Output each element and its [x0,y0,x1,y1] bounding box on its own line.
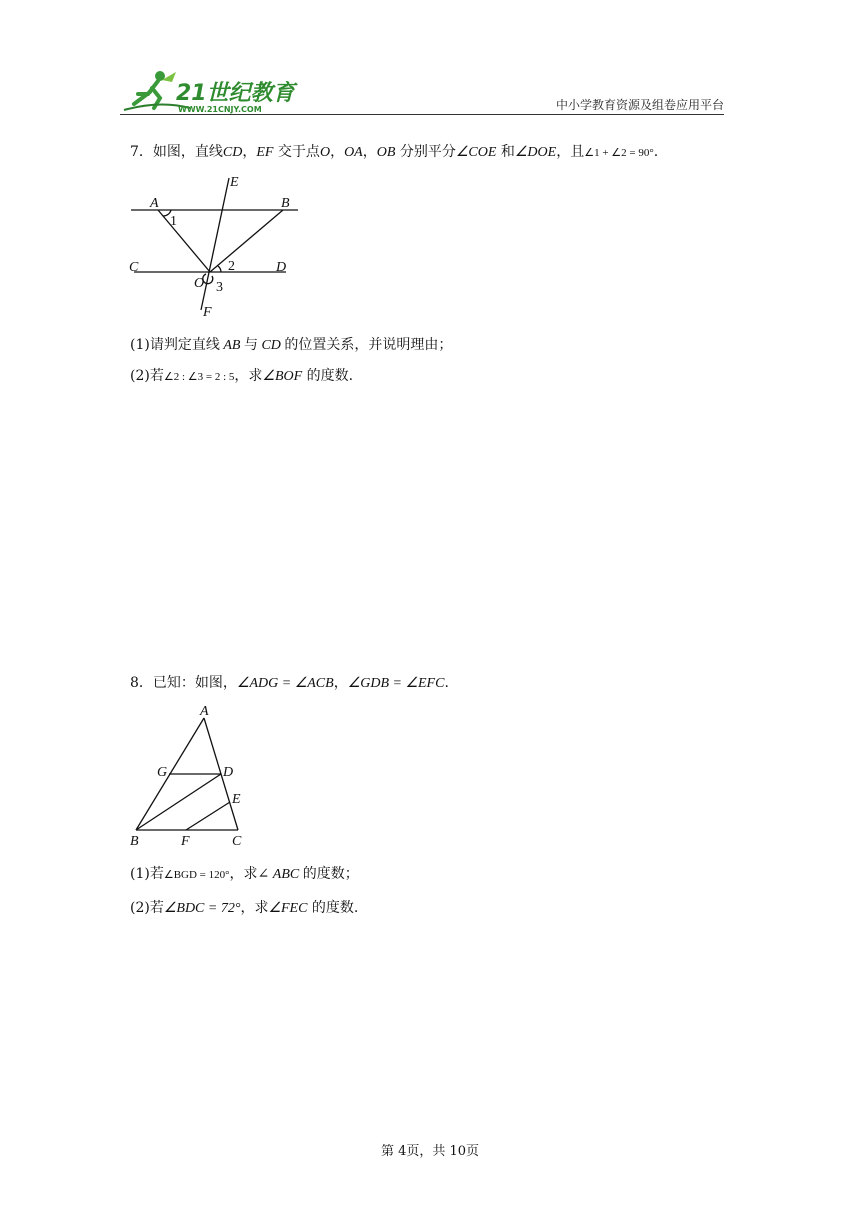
q8-stem [130,673,449,694]
q7-part2-text: (2)若 [130,368,164,384]
q7-ray-ob: OB [376,145,396,160]
q8-figure [126,700,256,852]
q7-line-ef: EF [256,145,274,160]
q7-number: 7． [130,144,153,160]
q8-part2-condition: ∠BDC = 72° [163,901,241,916]
fig7-label-c: C [129,260,139,275]
q7-part2 [130,366,353,387]
q7-point-o: O [319,145,331,160]
q7-end: . [653,144,659,160]
line-ef [201,178,229,310]
page-header [120,64,724,116]
header-platform-text: 中小学教育资源及组卷应用平台 [555,98,724,112]
header-divider [120,114,724,115]
fig8-label-b: B [130,834,139,849]
angle-2-arc [218,266,221,272]
q8-condition-2: ∠GDB = ∠EFC [347,676,445,691]
q8-sep: ， [333,675,348,691]
fig8-label-a: A [200,704,209,719]
fig7-label-o: O [194,276,205,291]
segment-ob [210,210,283,272]
q7-ray-oa: OA [344,145,363,160]
q8-part2-text: 的度数. [307,900,359,916]
q7-text: 如图，直线 [152,144,223,160]
fig8-label-d: D [223,765,234,780]
q7-part1-text: (1)请判定直线 [130,337,220,353]
q7-text: ，且 [556,144,585,160]
fig7-label-2: 2 [228,259,235,274]
fig7-label-f: F [203,305,212,320]
q8-part1-condition: ∠BGD = 120° [163,869,230,881]
q7-part1 [130,335,452,356]
q8-part2-text: (2)若 [130,900,164,916]
q7-part1-text: 与 [243,337,258,353]
q7-part2-ratio: ∠2 : ∠3 = 2 : 5 [163,371,235,383]
q7-text: 和 [496,144,515,160]
q7-sep: ， [362,144,377,160]
q7-part2-bof: ∠BOF [262,369,303,384]
fig7-label-b: B [281,196,290,211]
q7-angle-doe: ∠DOE [514,145,557,160]
fig8-label-f: F [181,834,190,849]
fig8-label-c: C [232,834,242,849]
segment-oa [158,210,210,272]
q7-sep: ， [242,144,257,160]
fig7-label-3: 3 [216,280,223,295]
q7-angle-coe: ∠COE [455,145,497,160]
q8-part1-text: 的度数； [302,866,359,882]
q8-part1-text: (1)若 [130,866,164,882]
q7-condition: ∠1 + ∠2 = 90° [584,147,654,159]
fig8-label-e: E [232,792,241,807]
q8-end: . [444,675,449,691]
q8-part1 [130,864,359,885]
fig7-label-a: A [150,196,159,211]
q7-line-cd: CD [222,145,243,160]
q8-part2 [130,898,358,919]
logo-text: 21世纪教育 [176,81,295,106]
q8-condition-1: ∠ADG = ∠ACB [236,676,334,691]
q8-text: 已知：如图， [152,675,237,691]
q7-stem [130,142,658,163]
q7-text: 交于点 [273,144,320,160]
q8-part2-fec: ∠FEC [268,901,308,916]
q8-number: 8． [130,675,153,691]
q8-part1-text: ，求∠ [229,866,270,882]
q7-text: 分别平分 [395,144,456,160]
segment-fe [186,802,230,830]
fig7-label-d: D [276,260,287,275]
q7-part1-cd: CD [257,338,285,353]
q8-part1-abc: ABC [269,867,303,882]
q7-part2-text: ，求 [234,368,263,384]
q7-figure [126,170,306,320]
logo-21cnjy [120,64,320,116]
fig7-label-1: 1 [170,214,177,229]
page-number: 第 4页，共 10页 [380,1144,480,1159]
fig7-label-e: E [230,175,239,190]
logo-url: WWW.21CNJY.COM [178,105,262,114]
fig8-label-g: G [157,765,168,780]
q8-part2-text: ，求 [240,900,269,916]
q7-part1-ab: AB [219,338,244,353]
segment-bd [136,774,221,830]
q7-part1-text: 的位置关系，并说明理由； [284,337,453,353]
q7-part2-text: 的度数. [302,368,354,384]
q7-sep: ， [330,144,345,160]
